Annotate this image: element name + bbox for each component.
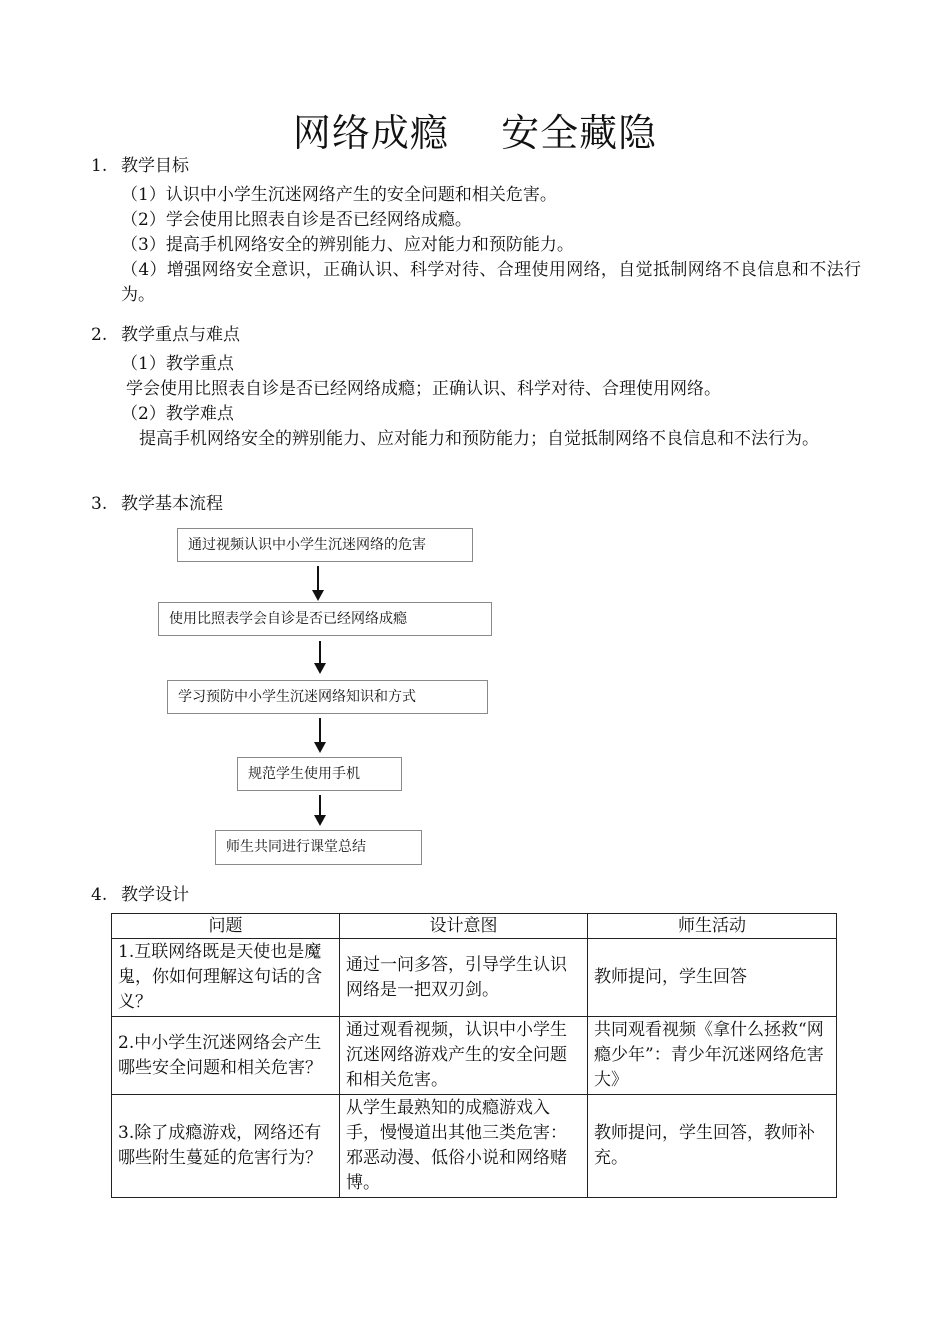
table-cell: 教师提问，学生回答 (588, 939, 837, 1017)
table-row (112, 939, 837, 1017)
section-number: 3. (91, 494, 108, 514)
table-cell: 从学生最熟知的成瘾游戏入手，慢慢道出其他三类危害：邪恶动漫、低俗小说和网络赌博。 (340, 1095, 588, 1198)
section-title: 教学设计 (121, 885, 189, 905)
table-cell: 共同观看视频《拿什么拯救“网瘾少年”：青少年沉迷网络危害大》 (588, 1017, 837, 1095)
section-heading-flow (91, 489, 223, 514)
section-title: 教学重点与难点 (121, 325, 240, 345)
section-title: 教学目标 (121, 156, 189, 176)
column-header: 问题 (112, 914, 340, 939)
flow-step-4: 规范学生使用手机 (237, 757, 402, 791)
flow-step-3: 学习预防中小学生沉迷网络知识和方式 (167, 680, 488, 714)
section-number: 1. (91, 156, 108, 176)
key-point-label: （1）教学重点 (121, 354, 234, 374)
column-header: 师生活动 (588, 914, 837, 939)
table-row (112, 1017, 837, 1095)
goal-item: （4）增强网络安全意识，正确认识、科学对待、合理使用网络，自觉抵制网络不良信息和不法行为。 (121, 260, 861, 305)
difficult-point-label: （2）教学难点 (121, 404, 234, 424)
key-points-block (121, 352, 861, 452)
section-number: 2. (91, 325, 108, 345)
goals-list (121, 183, 861, 308)
page-title: 网络成瘾 安全藏隐 (292, 111, 658, 155)
table-row (112, 1095, 837, 1198)
goal-item: （3）提高手机网络安全的辨别能力、应对能力和预防能力。 (121, 235, 574, 255)
table-cell: 1.互联网络既是天使也是魔鬼，你如何理解这句话的含义？ (112, 939, 340, 1017)
table-cell: 通过观看视频，认识中小学生沉迷网络游戏产生的安全问题和相关危害。 (340, 1017, 588, 1095)
table-cell: 通过一问多答，引导学生认识网络是一把双刃剑。 (340, 939, 588, 1017)
section-heading-key-points (91, 320, 240, 345)
section-heading-goals (91, 151, 189, 176)
flow-step-1: 通过视频认识中小学生沉迷网络的危害 (177, 528, 473, 562)
goal-item: （1）认识中小学生沉迷网络产生的安全问题和相关危害。 (121, 185, 557, 205)
difficult-point-text: 提高手机网络安全的辨别能力、应对能力和预防能力；自觉抵制网络不良信息和不法行为。 (139, 429, 819, 449)
section-heading-design (91, 880, 189, 905)
flow-step-5: 师生共同进行课堂总结 (215, 830, 422, 865)
column-header: 设计意图 (340, 914, 588, 939)
table-cell: 教师提问，学生回答，教师补充。 (588, 1095, 837, 1198)
goal-item: （2）学会使用比照表自诊是否已经网络成瘾。 (121, 210, 472, 230)
design-table (111, 913, 837, 1198)
table-cell: 3.除了成瘾游戏，网络还有哪些附生蔓延的危害行为？ (112, 1095, 340, 1198)
section-title: 教学基本流程 (121, 494, 223, 514)
flow-step-2: 使用比照表学会自诊是否已经网络成瘾 (158, 602, 492, 636)
table-header-row (112, 914, 837, 939)
section-number: 4. (91, 885, 108, 905)
key-point-text: 学会使用比照表自诊是否已经网络成瘾；正确认识、科学对待、合理使用网络。 (126, 379, 721, 399)
table-cell: 2.中小学生沉迷网络会产生哪些安全问题和相关危害？ (112, 1017, 340, 1095)
